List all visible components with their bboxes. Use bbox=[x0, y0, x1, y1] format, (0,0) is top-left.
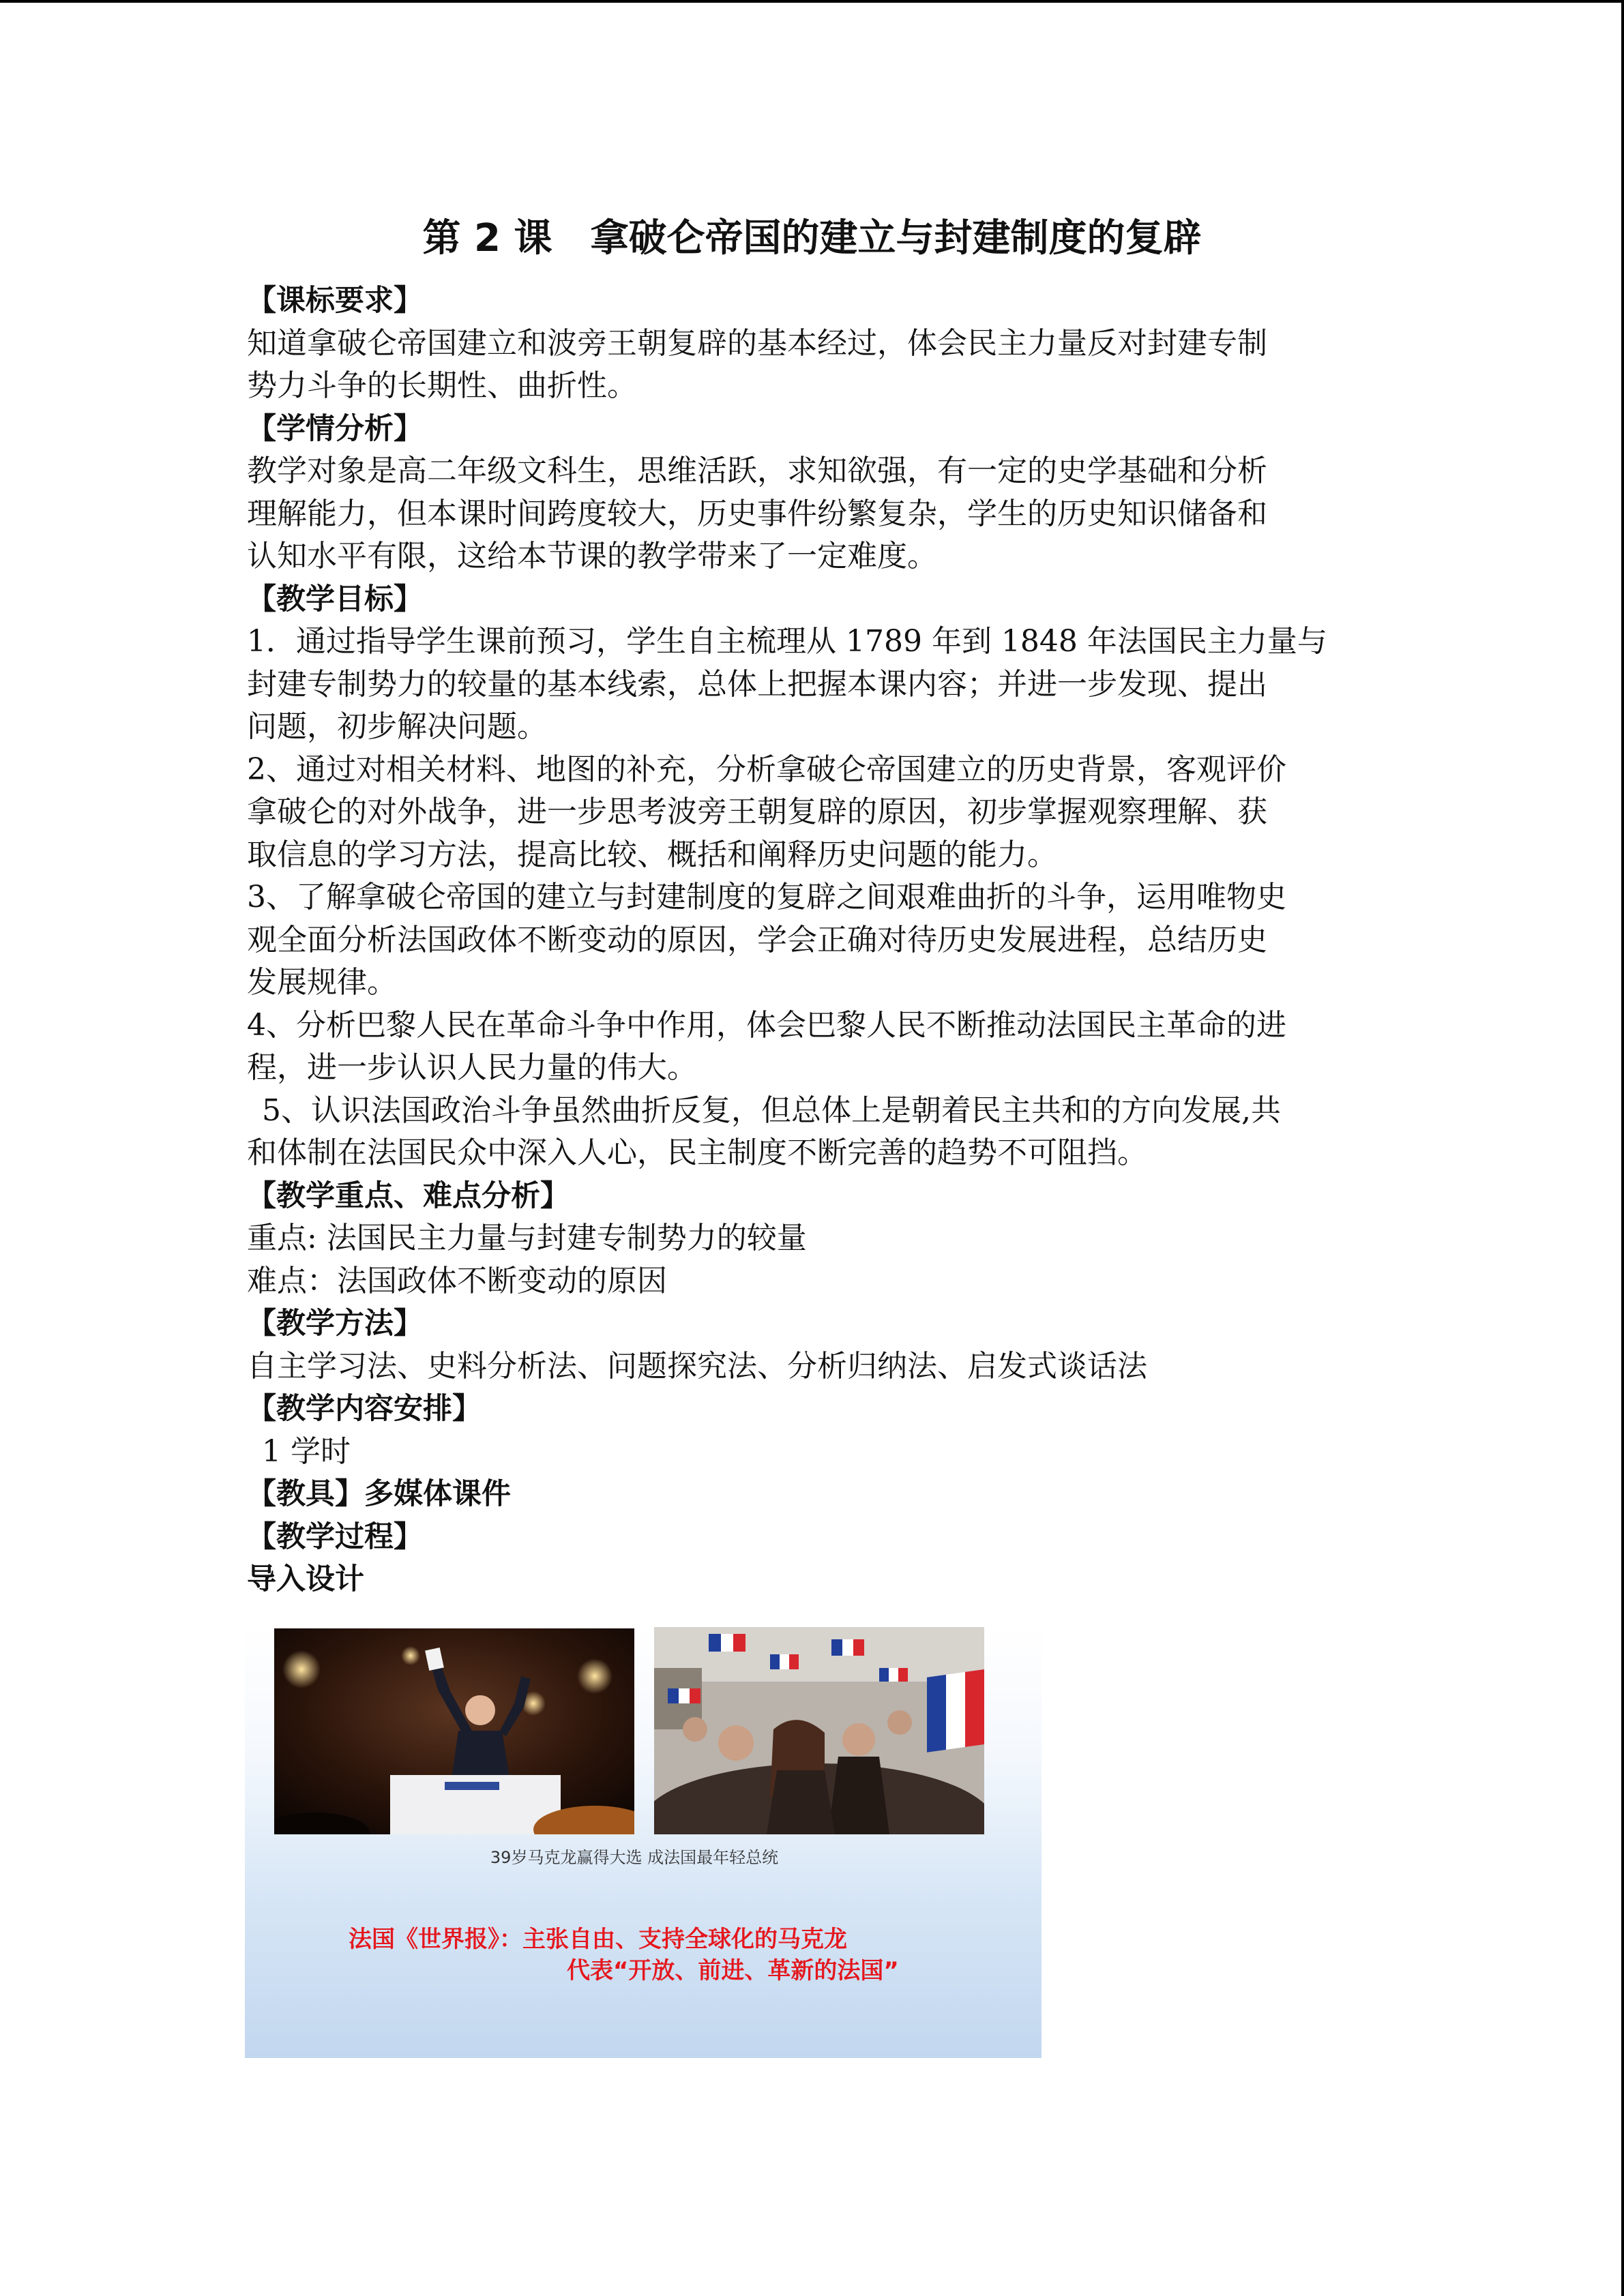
intro-slide-image bbox=[245, 1627, 1042, 2058]
paragraph-line: 重点: 法国民主力量与封建专制势力的较量 bbox=[247, 1221, 807, 1255]
paragraph-line: 认知水平有限，这给本节课的教学带来了一定难度。 bbox=[247, 539, 937, 573]
paragraph-line: 3、了解拿破仑帝国的建立与封建制度的复辟之间艰难曲折的斗争，运用唯物史 bbox=[247, 880, 1286, 914]
paragraph-line: 4、分析巴黎人民在革命斗争中作用，体会巴黎人民不断推动法国民主革命的进 bbox=[247, 1007, 1286, 1043]
paragraph-line: 势力斗争的长期性、曲折性。 bbox=[247, 368, 637, 403]
paragraph-line: 1．通过指导学生课前预习，学生自主梳理从 1789 年到 1848 年法国民主力量与 bbox=[247, 624, 1327, 659]
photo-speaker bbox=[274, 1628, 634, 1834]
paragraph-line: 发展规律。 bbox=[247, 965, 397, 1000]
image-caption: 39岁马克龙赢得大选 成法国最年轻总统 bbox=[490, 1848, 779, 1867]
paragraph-line: 教学对象是高二年级文科生，思维活跃，求知欲强，有一定的史学基础和分析 bbox=[247, 453, 1267, 488]
paragraph-line: 1 学时 bbox=[262, 1433, 351, 1469]
paragraph-line: 知道拿破仑帝国建立和波旁王朝复辟的基本经过，体会民主力量反对封建专制 bbox=[247, 325, 1267, 361]
paragraph-line: 自主学习法、史料分析法、问题探究法、分析归纳法、启发式谈话法 bbox=[247, 1348, 1147, 1384]
section-heading: 【教学过程】 bbox=[247, 1519, 423, 1554]
paragraph-line: 封建专制势力的较量的基本线索，总体上把握本课内容；并进一步发现、提出 bbox=[247, 666, 1267, 702]
page-border-right bbox=[1621, 0, 1624, 2296]
section-heading: 【教学目标】 bbox=[247, 582, 423, 616]
quote-line-1: 法国《世界报》：主张自由、支持全球化的马克龙 bbox=[349, 1926, 847, 1953]
paragraph-line: 问题，初步解决问题。 bbox=[247, 709, 547, 744]
paragraph-line: 理解能力，但本课时间跨度较大，历史事件纷繁复杂，学生的历史知识储备和 bbox=[247, 496, 1267, 531]
paragraph-line: 难点：法国政体不断变动的原因 bbox=[247, 1263, 667, 1298]
section-heading: 【教学方法】 bbox=[247, 1307, 423, 1341]
section-heading: 【课标要求】 bbox=[247, 284, 423, 318]
section-heading: 【教学内容安排】 bbox=[247, 1392, 482, 1426]
paragraph-line: 拿破仑的对外战争，进一步思考波旁王朝复辟的原因，初步掌握观察理解、获 bbox=[247, 794, 1267, 829]
section-heading: 【学情分析】 bbox=[247, 411, 423, 446]
section-heading: 【教具】多媒体课件 bbox=[247, 1477, 511, 1511]
photo-crowd-flags bbox=[654, 1627, 984, 1834]
paragraph-line: 程，进一步认识人民力量的伟大。 bbox=[247, 1050, 697, 1085]
document-body bbox=[247, 280, 1383, 1601]
paragraph-line: 和体制在法国民众中深入人心，民主制度不断完善的趋势不可阻挡。 bbox=[247, 1135, 1147, 1170]
quote-line-2: 代表“开放、前进、革新的法国” bbox=[567, 1957, 899, 1984]
paragraph-line: 5、认识法国政治斗争虽然曲折反复，但总体上是朝着民主共和的方向发展,共 bbox=[262, 1092, 1281, 1128]
newspaper-quote bbox=[349, 1924, 1017, 1986]
paragraph-line: 取信息的学习方法，提高比较、概括和阐释历史问题的能力。 bbox=[247, 837, 1057, 872]
section-heading: 【教学重点、难点分析】 bbox=[247, 1178, 570, 1213]
page-title: 第 2 课 拿破仑帝国的建立与封建制度的复辟 bbox=[422, 216, 1202, 260]
paragraph-line: 观全面分析法国政体不断变动的原因，学会正确对待历史发展进程，总结历史 bbox=[247, 922, 1267, 957]
page-border-top bbox=[0, 0, 1624, 3]
paragraph-line: 2、通过对相关材料、地图的补充，分析拿破仑帝国建立的历史背景，客观评价 bbox=[247, 751, 1286, 787]
section-heading: 导入设计 bbox=[247, 1562, 364, 1596]
